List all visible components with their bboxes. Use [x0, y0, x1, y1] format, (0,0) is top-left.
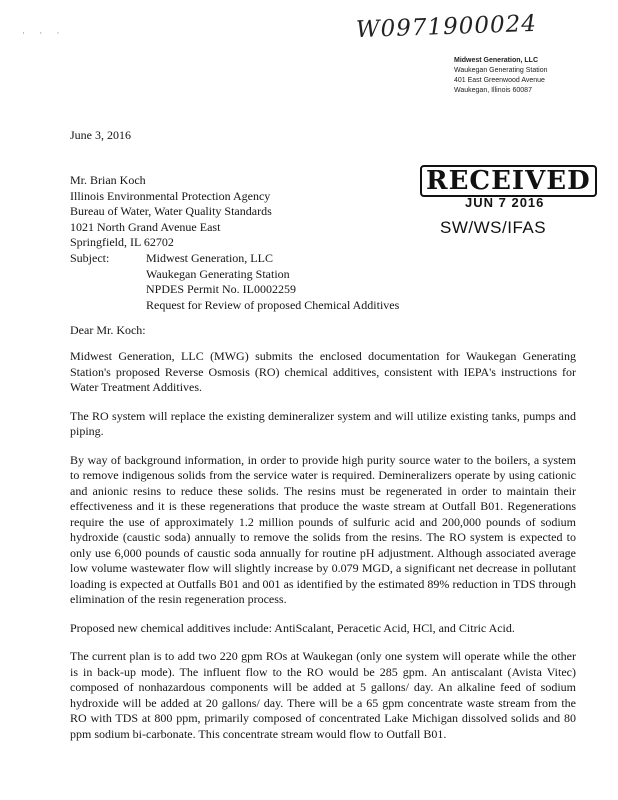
salutation: Dear Mr. Koch:	[70, 323, 146, 337]
recipient-agency: Illinois Environmental Protection Agency	[70, 188, 271, 203]
letterhead-station: Waukegan Generating Station	[454, 67, 548, 74]
body-paragraph: By way of background information, in order to provide high purity source water to the boilers, a system to remove indigenous solids from the service water is required. Demineralizers operate by using cationic and anionic resins to reduce these solids. The resins must be regenerated in order to maintain their effectiveness and it is these regenerations that produce the waste stream at Outfall B01. Regenerations require the use of approximately 1.2 million pounds of sulfuric acid and 200,000 pounds of sodium hydroxide (caustic soda) annually to remove the solids from the resins. The RO system is expected to only use 6,000 pounds of caustic soda annually for routine pH adjustment. Although associated average low volume wastewater flow will slightly increase by 0.079 MGD, a significant net decrease in pollutant loading is expected at Outfalls B01 and 001 as identified by the estimated 89% reduction in TDS through elimination of the resin regeneration process.	[70, 452, 576, 606]
body-paragraph: The current plan is to add two 220 gpm ROs at Waukegan (only one system will operate while the other is in back-up mode). The influent flow to the RO would be 285 gpm. An antiscalant (Avista Vitec) composed of nonhazardous components will be added at 5 gallons/ day. An alkaline feed of sodium hydroxide will be added at 20 gallons/ day. There will be a 65 gpm concentrate waste stream from the RO with TDS at 800 ppm, primarily composed of concentrated Lake Michigan dissolved solids and 80 ppm sodium bi-carbonate. This concentrate stream would flow to Outfall B01.	[70, 649, 576, 741]
letterhead-street: 401 East Greenwood Avenue	[454, 77, 545, 84]
scan-specks: · · ·	[22, 28, 66, 38]
subject-line: Waukegan Generating Station	[146, 266, 290, 281]
recipient-address	[70, 173, 272, 251]
stamp-received-word: RECEIVED	[420, 165, 597, 197]
letter-body	[70, 349, 576, 755]
body-paragraph: Proposed new chemical additives include: AntiScalant, Peracetic Acid, HCl, and Citric Acid.	[70, 620, 515, 635]
recipient-street: 1021 North Grand Avenue East	[70, 219, 221, 234]
recipient-city: Springfield, IL 62702	[70, 235, 174, 249]
stamp-date: JUN 7 2016	[465, 195, 545, 210]
subject-line: Midwest Generation, LLC	[146, 251, 273, 265]
subject-lines	[146, 251, 399, 313]
received-stamp	[420, 165, 591, 210]
subject-line: Request for Review of proposed Chemical Additives	[146, 297, 400, 312]
recipient-bureau: Bureau of Water, Water Quality Standards	[70, 204, 272, 218]
letterhead-company: Midwest Generation, LLC	[454, 57, 539, 64]
letterhead	[454, 56, 616, 96]
body-paragraph: Midwest Generation, LLC (MWG) submits the enclosed documentation for Waukegan Generating Station's proposed Reverse Osmosis (RO) chemical additives, consistent with IEPA's instructions for Water Treatment Additives.	[70, 349, 576, 394]
letterhead-city: Waukegan, Illinois 60087	[454, 87, 532, 94]
stamp-department: SW/WS/IFAS	[440, 218, 547, 237]
letter-date: June 3, 2016	[70, 128, 131, 142]
recipient-name: Mr. Brian Koch	[70, 173, 146, 187]
handwritten-document-id: W0971900024	[355, 10, 538, 44]
subject-label: Subject:	[70, 251, 110, 265]
body-paragraph: The RO system will replace the existing demineralizer system and will utilize existing tanks, pumps and piping.	[70, 408, 576, 438]
subject-line: NPDES Permit No. IL0002259	[146, 282, 296, 296]
